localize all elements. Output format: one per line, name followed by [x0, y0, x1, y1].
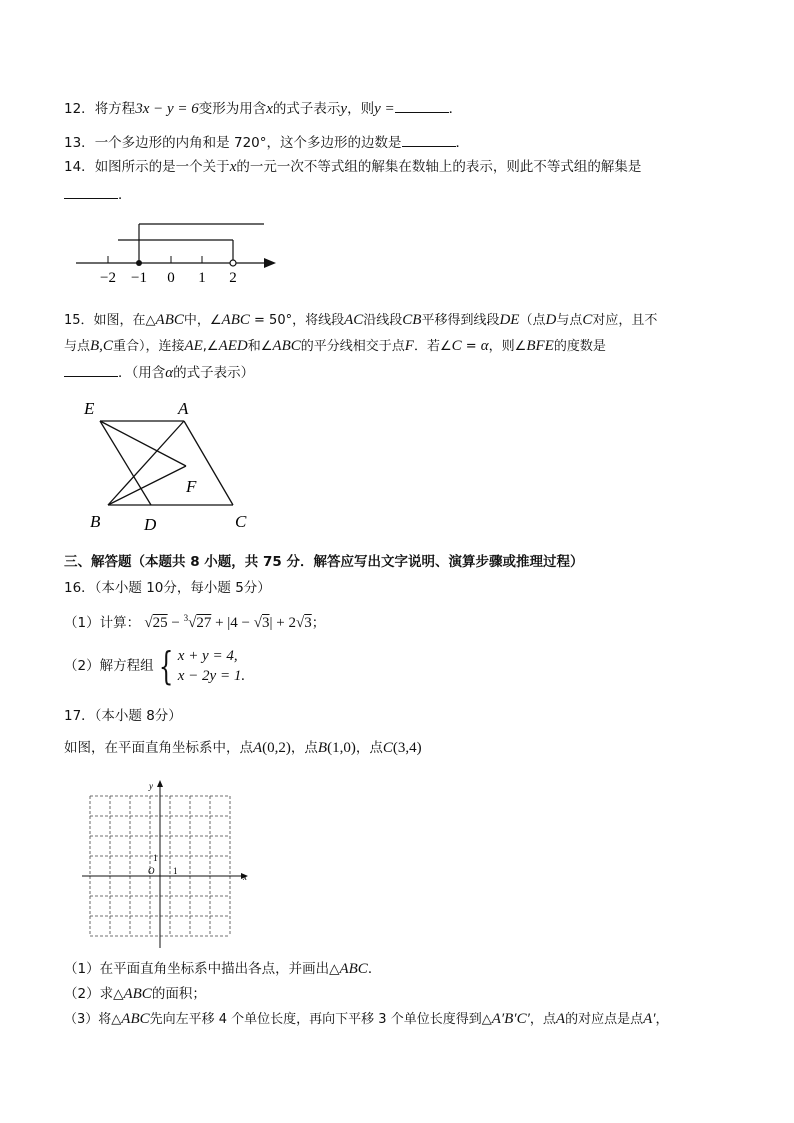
question-16-part-2: （2）解方程组 { x + y = 4, x − 2y = 1. [64, 644, 246, 688]
question-15-line-2: 与点B,C重合），连接AE,∠AED和∠ABC的平分线相交于点F．若∠C = α，则∠BFE的度数是 [64, 338, 606, 354]
math-expression: √25 − $^3$√27 + |4 − √3| + 2√3 [144, 613, 312, 631]
origin-label: O [148, 866, 155, 876]
tick-label: 2 [229, 270, 237, 286]
segment-EF [100, 421, 186, 466]
closed-dot [136, 260, 142, 266]
y-axis-label: y [149, 781, 153, 791]
question-17-header: 17．（本小题 8分） [64, 708, 182, 724]
answer-blank[interactable] [64, 184, 118, 199]
question-17-intro: 如图，在平面直角坐标系中，点A(0,2)，点B(1,0)，点C(3,4) [64, 740, 422, 756]
tick-label: −1 [131, 270, 147, 286]
question-14-answer: ． [64, 184, 132, 204]
question-15-line-1: 15．如图，在△ABC中，∠ABC = 50°，将线段AC沿线段CB平移得到线段DE（点D与点C对应，且不 [64, 312, 658, 328]
question-13: 13．一个多边形的内角和是 720°，这个多边形的边数是 ． [64, 132, 469, 152]
answer-blank[interactable] [395, 98, 449, 113]
question-16-part-1: （1）计算： √25 − $^3$√27 + |4 − √3| + 2√3； [64, 613, 326, 631]
label-D: D [144, 515, 157, 534]
x-unit-label: 1 [173, 866, 178, 876]
number-line-figure [70, 216, 290, 288]
segment-BA [108, 421, 184, 505]
brace-icon: { [158, 644, 173, 688]
question-15-line-3: ．（用含α的式子表示） [64, 362, 254, 382]
arrow-icon [264, 258, 276, 268]
segment-ED [100, 421, 151, 505]
open-dot [230, 260, 236, 266]
label-F: F [186, 477, 197, 496]
section-3-title: 三、解答题（本题共 8 小题，共 75 分．解答应写出文字说明、演算步骤或推理过程） [64, 554, 584, 570]
question-16-header: 16．（本小题 10分，每小题 5分） [64, 580, 271, 596]
ticks [108, 256, 202, 263]
question-17-step-3: （3）将△ABC先向左平移 4 个单位长度，再向下平移 3 个单位长度得到△A′B′C′，点A的对应点是点A′， [64, 1011, 669, 1027]
answer-blank[interactable] [402, 132, 456, 147]
tick-label: 0 [167, 270, 175, 286]
question-14: 14．如图所示的是一个关于x的一元一次不等式组的解集在数轴上的表示，则此不等式组的解集是 [64, 159, 642, 175]
geometry-figure-15 [78, 394, 268, 536]
question-17-step-1: （1）在平面直角坐标系中描出各点，并画出△ABC． [64, 961, 382, 977]
y-arrow-icon [157, 780, 163, 787]
question-12: 12．将方程3x − y = 6变形为用含x的式子表示y，则y = ． [64, 98, 462, 118]
question-17-step-2: （2）求△ABC的面积； [64, 986, 206, 1002]
label-B: B [90, 512, 101, 531]
tick-label: −2 [100, 270, 116, 286]
equation-system: x + y = 4, x − 2y = 1. [177, 648, 246, 684]
label-A: A [178, 399, 189, 418]
x-axis-label: x [243, 872, 247, 882]
label-E: E [84, 399, 95, 418]
coordinate-grid [78, 772, 254, 952]
y-unit-label: 1 [153, 853, 158, 863]
answer-blank[interactable] [64, 362, 118, 377]
label-C: C [235, 512, 247, 531]
tick-label: 1 [198, 270, 206, 286]
